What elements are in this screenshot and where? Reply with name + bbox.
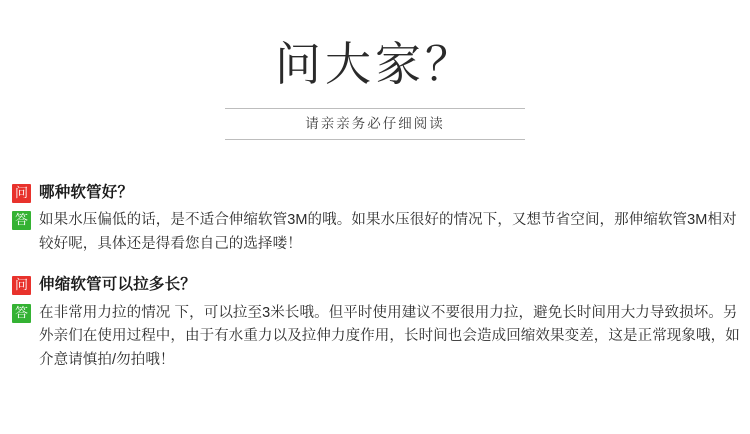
page-title: 问大家？ [275, 37, 475, 91]
answer-badge-icon: 答 [12, 304, 31, 323]
faq-answer-row [12, 302, 740, 372]
faq-list [0, 182, 750, 372]
faq-question-row [12, 182, 740, 204]
subtitle-block [225, 108, 525, 140]
faq-item [12, 182, 740, 256]
faq-question-row [12, 274, 740, 296]
answer-badge-icon: 答 [12, 211, 31, 230]
question-badge-icon: 问 [12, 184, 31, 203]
faq-question-text: 哪种软管好？ [39, 183, 134, 201]
page-header [0, 0, 750, 140]
divider-bottom [225, 139, 525, 140]
faq-item [12, 274, 740, 372]
question-badge-icon: 问 [12, 276, 31, 295]
faq-answer-text: 在非常用力拉的情况 下，可以拉至3米长哦。但平时使用建议不要很用力拉，避免长时间用大力导致损坏。另外亲们在使用过程中，由于有水重力以及拉伸力度作用，长时间也会造成回缩效果变差，这是正常现象哦，如介意请慎拍/勿拍哦！ [39, 304, 740, 368]
faq-answer-row [12, 209, 740, 256]
faq-answer-text: 如果水压偏低的话，是不适合伸缩软管3M的哦。如果水压很好的情况下，又想节省空间，那伸缩软管3M相对较好呢，具体还是得看您自己的选择喽！ [39, 212, 737, 252]
page-subtitle: 请亲亲务必仔细阅读 [305, 115, 445, 131]
faq-question-text: 伸缩软管可以拉多长？ [39, 276, 197, 294]
